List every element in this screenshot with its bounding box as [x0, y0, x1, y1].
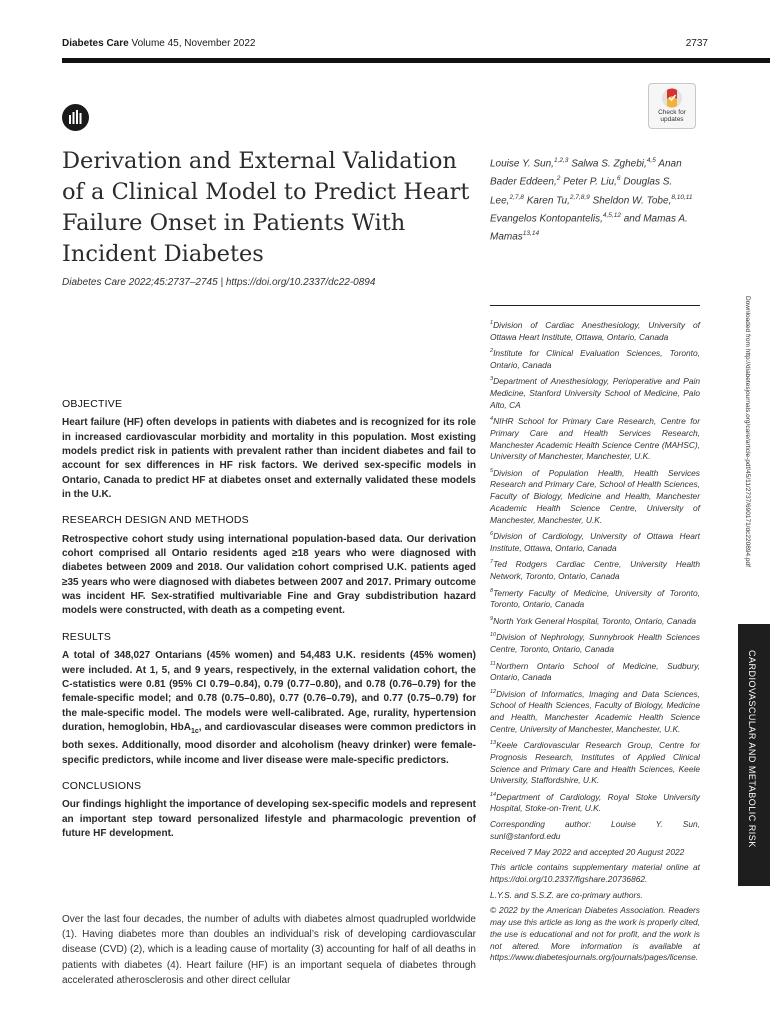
- category-label: CARDIOVASCULAR AND METABOLIC RISK: [747, 650, 757, 848]
- affiliation-text: Division of Population Health, Health Services Research and Primary Care, School of Health Sciences, Faculty of Biology, Medicine and Health, Manchester Academic Health Science Centre, University of Manchester, Manchester, U.K.: [490, 467, 700, 525]
- affiliation-number: 12: [490, 688, 497, 695]
- affiliation-number: 5: [490, 467, 494, 474]
- affiliation-text: Ted Rodgers Cardiac Centre, University Health Network, Toronto, Ontario, Canada: [490, 559, 700, 581]
- author-affiliation-marker: 2,7,8,9: [569, 193, 590, 201]
- objective-text: Heart failure (HF) often develops in patients with diabetes and is recognized for its role in increased cardiovascular morbidity and mortality in this population. Most existing models predict risk in patients with prevalent rather than incident diabetes and fail to account for sex differences in HF risk factors. We derived sex-specific models in Ontario, Canada to predict HF at diabetes onset and externally validated these models in the U.K.: [62, 417, 476, 501]
- affiliation-number: 14: [490, 791, 497, 798]
- running-header: [62, 38, 708, 52]
- author-name: Louise Y. Sun,: [490, 158, 554, 170]
- affiliation-number: 2: [490, 348, 494, 355]
- affiliation-list: [490, 318, 700, 815]
- author-name: Peter P. Liu,: [563, 176, 617, 188]
- abstract: [62, 397, 476, 841]
- journal-volume: Volume 45, November 2022: [131, 38, 256, 49]
- affiliation-text: Institute for Clinical Evaluation Sciences, Toronto, Ontario, Canada: [490, 348, 700, 370]
- hba1c-subscript: 1c: [190, 727, 199, 735]
- author-affiliation-marker: 2,7,8: [509, 193, 524, 201]
- affiliation-item: [490, 346, 700, 371]
- affiliation-text: North York General Hospital, Toronto, Ontario, Canada: [493, 615, 697, 626]
- author-affiliation-marker: 2: [556, 175, 561, 183]
- author-name: Sheldon W. Tobe,: [592, 194, 672, 206]
- received-dates: Received 7 May 2022 and accepted 20 August 2022: [490, 846, 685, 857]
- affiliation-item: [490, 374, 700, 411]
- affiliation-item: [490, 466, 700, 526]
- author-name: Douglas S. Lee,: [490, 176, 673, 206]
- author-affiliation-marker: 4,5: [646, 157, 656, 164]
- journal-name: Diabetes Care: [62, 38, 129, 49]
- affiliation-item: [490, 557, 700, 582]
- results-text-part-b: , and cardiovascular diseases were common predictors in both sexes. Additionally, mood disorder and alcoholism (heavy drinker) were female-specific predictors, while income and liver disease were male-specific predictors.: [62, 721, 476, 766]
- affiliation-text: NIHR School for Primary Care Research, Centre for Primary Care and Health Services Research, Manchester Academic Health Science Centre (MAHSC), University of Manchester, Manchester, U.K.: [490, 416, 700, 462]
- author-name: Evangelos Kontopantelis,: [490, 213, 603, 225]
- author-affiliation-marker: 13,14: [522, 230, 540, 238]
- conclusions-text: Our findings highlight the importance of developing sex-specific models and represent an important step toward personalized lifestyle and pharmacologic prevention of future HF development.: [62, 799, 476, 839]
- affiliation-text: Northern Ontario School of Medicine, Sudbury, Ontario, Canada: [490, 660, 700, 683]
- results-text-part-a: A total of 348,027 Ontarians (45% women) and 54,483 U.K. residents (45% women) were included. At 1, 5, and 9 years, respectively, in the external validation cohort, the C-statistics were 0.81 (95% CI 0.79–0.84), 0.79 (0.77–0.80), and 0.78 (0.76–0.79) for the female-specific model; and 0.78 (0.75–0.80), 0.77 (0.76–0.79), and 0.77 (0.75–0.79) for the male-specific model. The models were well-calibrated. Age, rurality, hypertension duration, hemoglobin, HbA: [62, 650, 476, 733]
- affiliation-text: Division of Cardiac Anesthesiology, University of Ottawa Heart Institute, Ottawa, Ontario, Canada: [490, 319, 700, 342]
- affiliation-item: [490, 414, 700, 463]
- affiliation-text: Department of Cardiology, Royal Stoke University Hospital, Stoke-on-Trent, U.K.: [490, 791, 700, 814]
- conclusions-heading: CONCLUSIONS: [62, 779, 142, 792]
- crossmark-icon: [661, 87, 683, 109]
- affiliation-number: 1: [490, 320, 494, 326]
- header-rule: [62, 58, 770, 63]
- affiliation-text: Temerty Faculty of Medicine, University of Toronto, Toronto, Ontario, Canada: [490, 587, 700, 610]
- page-number: 2737: [685, 38, 708, 49]
- download-stamp: Downloaded from http://diabetesjournals.org/care/article-pdf/45/11/2737/690171/dc220894.pdf: [744, 296, 751, 567]
- article-citation: Diabetes Care 2022;45:2737–2745 | https://doi.org/10.2337/dc22-0894: [62, 277, 376, 288]
- affiliation-text: Keele Cardiovascular Research Group, Centre for Prognosis Research, Institutes of Applied Clinical Science and Primary Care and Health Sciences, Keele University, Staffordshire, U.K.: [490, 740, 700, 786]
- author-affiliation-marker: 6: [616, 175, 621, 183]
- affiliation-item: [490, 738, 700, 787]
- author-affiliation-marker: 1,2,3: [553, 157, 569, 164]
- category-tab: [738, 624, 770, 886]
- affiliation-text: Division of Informatics, Imaging and Data Sciences, School of Health Sciences, Faculty of Biology, Medicine and Health, Manchester Academic Health Science Centre, University of Manchester, Manchester, U.K.: [490, 688, 700, 734]
- author-list: [490, 153, 700, 245]
- copyright-notice: © 2022 by the American Diabetes Association. Readers may use this article as long as the work is properly cited, the use is educational and not for profit, and the work is not altered. More information is available at https://www.diabetesjournals.org/journals/pages/license.: [490, 905, 700, 963]
- affiliation-text: Division of Cardiology, University of Ottawa Heart Institute, Ottawa, Ontario, Canada: [490, 531, 700, 553]
- methods-heading: RESEARCH DESIGN AND METHODS: [62, 514, 249, 527]
- co-primary-note: L.Y.S. and S.S.Z. are co-primary authors.: [490, 889, 643, 900]
- affiliation-item: [490, 790, 700, 815]
- affiliation-number: 3: [490, 376, 494, 383]
- affiliation-item: [490, 586, 700, 611]
- affiliation-item: [490, 659, 700, 684]
- results-text: [62, 649, 476, 768]
- affiliation-item: [490, 318, 700, 343]
- affiliation-number: 7: [490, 559, 494, 566]
- affiliation-number: 13: [490, 740, 497, 747]
- affiliation-text: Department of Anesthesiology, Perioperative and Pain Medicine, Stanford University School of Medicine, Palo Alto, CA: [490, 376, 700, 410]
- author-affiliation-marker: 4,5,12: [602, 211, 621, 219]
- results-heading: RESULTS: [62, 630, 112, 643]
- affiliation-number: 9: [490, 615, 494, 622]
- affiliation-text: Division of Nephrology, Sunnybrook Health Sciences Centre, Toronto, Ontario, Canada: [490, 632, 700, 654]
- affiliation-item: [490, 687, 700, 736]
- author-name: and: [623, 213, 641, 225]
- affiliation-item: [490, 614, 700, 628]
- article-title: Derivation and External Validation of a Clinical Model to Predict Heart Failure Onset in Patients With Incident Diabetes: [62, 148, 470, 267]
- author-name: Anan Bader Eddeen,: [490, 158, 682, 188]
- check-for-updates-button[interactable]: [648, 83, 696, 129]
- affiliation-number: 10: [490, 632, 497, 639]
- author-name: Karen Tu,: [526, 194, 570, 206]
- affiliation-number: 8: [490, 587, 494, 594]
- intro-paragraph: Over the last four decades, the number of adults with diabetes almost quadrupled worldwide (1). Having diabetes more than doubles an individual’s risk of developing cardiovascular disease (CVD) (2), which is a leading cause of mortality (3) accounting for half of all deaths in patients with diabetes (4). Heart failure (HF) is an important sequela of diabetes through accelerated atherosclerosis and other direct cellular: [62, 914, 476, 986]
- methods-text: Retrospective cohort study using international population-based data. Our derivation cohort comprised all Ontario residents aged ≥18 years who were diagnosed with diabetes between 2009 and 2018. Our validation cohort comprised U.K. patients aged ≥35 years who were diagnosed with diabetes between 2007 and 2017. Primary outcome was incident HF. Sex-stratified multivariable Fine and Gray subdistribution hazard models were constructed, with death as a competing event.: [62, 533, 476, 617]
- author-name: Mamas A. Mamas: [490, 213, 688, 243]
- supplementary-note: This article contains supplementary material online at https://doi.org/10.2337/figshare.20736862.: [490, 862, 700, 884]
- author-name: Salwa S. Zghebi,: [571, 158, 647, 170]
- affiliation-rule: [490, 305, 700, 306]
- open-data-icon: [62, 104, 89, 131]
- check-for-updates-label: Check for updates: [658, 109, 686, 123]
- corresponding-author: Corresponding author: Louise Y. Sun, sunl@stanford.edu: [490, 819, 700, 841]
- author-affiliation-marker: 8,10,11: [671, 193, 693, 201]
- affiliation-number: 6: [490, 531, 494, 538]
- affiliation-number: 11: [490, 660, 496, 667]
- affiliation-number: 4: [490, 416, 494, 423]
- affiliation-item: [490, 529, 700, 554]
- affiliation-item: [490, 630, 700, 655]
- objective-heading: OBJECTIVE: [62, 398, 123, 410]
- affiliations-column: [490, 318, 700, 967]
